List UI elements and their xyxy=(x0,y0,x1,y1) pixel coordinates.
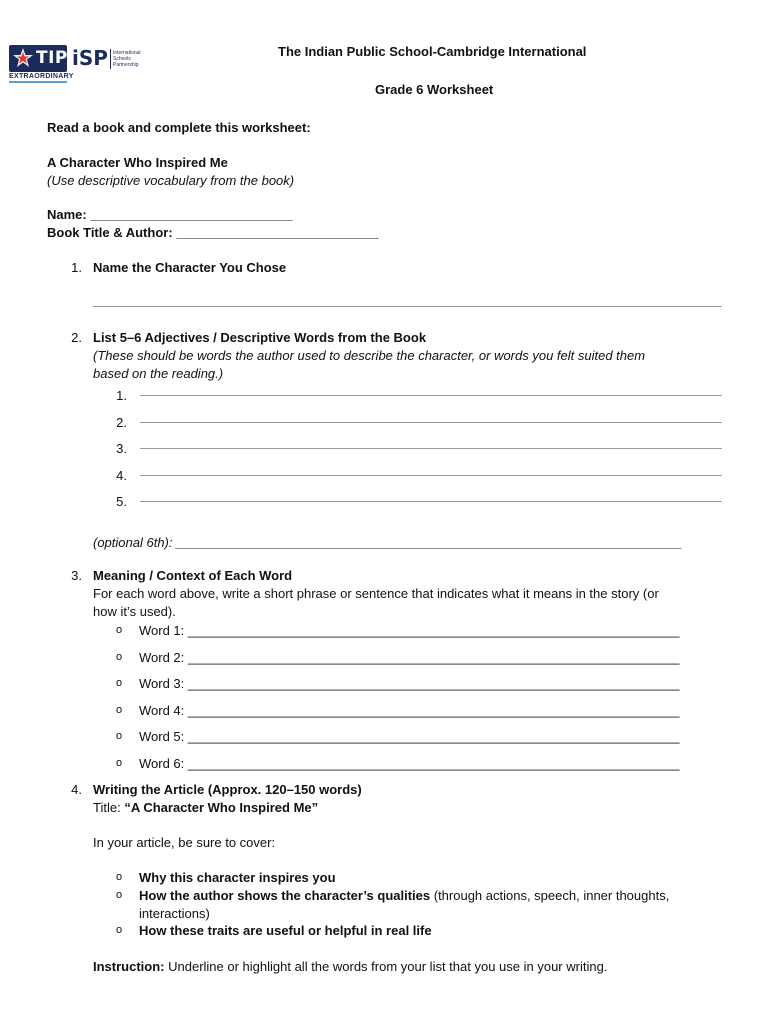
q2-answer-line[interactable] xyxy=(140,395,722,396)
q3-word-field[interactable]: Word 6: ____________________________________________________________________ xyxy=(139,756,680,771)
logo-divider xyxy=(110,49,111,69)
q2-item-number: 4. xyxy=(116,468,127,483)
book-title-field[interactable]: Book Title & Author: ____________________________ xyxy=(47,225,379,240)
q1-number: 1. xyxy=(71,260,82,275)
q3-word-field[interactable]: Word 2: ____________________________________________________________________ xyxy=(139,650,680,665)
bullet-icon: o xyxy=(116,924,123,936)
bullet-icon: o xyxy=(116,651,123,663)
q2-item-number: 1. xyxy=(116,388,127,403)
q4-point: How the author shows the character’s qualities (through actions, speech, inner thoughts, xyxy=(139,888,670,903)
tips-logo xyxy=(9,45,81,72)
isp-logo: iSP xyxy=(72,46,108,70)
isp-logo-text: International Schools Partnership xyxy=(113,50,141,68)
name-field[interactable]: Name: ____________________________ xyxy=(47,207,293,222)
topic-title: A Character Who Inspired Me xyxy=(47,155,228,170)
school-name: The Indian Public School-Cambridge International xyxy=(278,44,587,59)
q2-optional-field[interactable]: (optional 6th): ______________________________________________________________________ xyxy=(93,535,683,550)
bullet-icon: o xyxy=(116,624,123,636)
q3-word-field[interactable]: Word 3: ____________________________________________________________________ xyxy=(139,676,680,691)
star-icon xyxy=(12,47,34,69)
q2-answer-line[interactable] xyxy=(140,422,722,423)
q2-number: 2. xyxy=(71,330,82,345)
bullet-icon: o xyxy=(116,889,123,901)
q2-answer-line[interactable] xyxy=(140,475,722,476)
q3-desc-line2: how it’s used). xyxy=(93,604,176,619)
topic-note: (Use descriptive vocabulary from the book) xyxy=(47,173,295,188)
intro-text: Read a book and complete this worksheet: xyxy=(47,120,311,135)
q1-answer-line[interactable] xyxy=(93,306,722,307)
q2-item-number: 3. xyxy=(116,441,127,456)
bullet-icon: o xyxy=(116,757,123,769)
q3-word-field[interactable]: Word 4: ____________________________________________________________________ xyxy=(139,703,680,718)
q4-instruction: Instruction: Underline or highlight all the words from your list that you use in your writing. xyxy=(93,959,608,974)
q3-word-field[interactable]: Word 5: ____________________________________________________________________ xyxy=(139,729,680,744)
q4-point: How these traits are useful or helpful in real life xyxy=(139,923,432,938)
q2-item-number: 5. xyxy=(116,494,127,509)
q4-number: 4. xyxy=(71,782,82,797)
bullet-icon: o xyxy=(116,730,123,742)
q3-number: 3. xyxy=(71,568,82,583)
bullet-icon: o xyxy=(116,677,123,689)
q4-point-continuation: interactions) xyxy=(139,906,210,921)
q4-title: Writing the Article (Approx. 120–150 words) xyxy=(93,782,362,797)
q1-title: Name the Character You Chose xyxy=(93,260,287,275)
q3-word-field[interactable]: Word 1: ____________________________________________________________________ xyxy=(139,623,680,638)
q2-title: List 5–6 Adjectives / Descriptive Words from the Book xyxy=(93,330,427,345)
tips-logo-text: TIPS xyxy=(36,48,81,68)
worksheet-subtitle: Grade 6 Worksheet xyxy=(375,82,494,97)
logo-tagline: EXTRAORDINARY xyxy=(9,73,74,80)
q2-answer-line[interactable] xyxy=(140,501,722,502)
q3-title: Meaning / Context of Each Word xyxy=(93,568,293,583)
q2-note-line2: based on the reading.) xyxy=(93,366,224,381)
q2-note-line1: (These should be words the author used to describe the character, or words you felt suited them xyxy=(93,348,646,363)
bullet-icon: o xyxy=(116,871,123,883)
q3-desc-line1: For each word above, write a short phrase or sentence that indicates what it means in the story (or xyxy=(93,586,659,601)
q2-item-number: 2. xyxy=(116,415,127,430)
q4-cover-text: In your article, be sure to cover: xyxy=(93,835,276,850)
q4-point: Why this character inspires you xyxy=(139,870,336,885)
tagline-underline xyxy=(9,81,67,83)
bullet-icon: o xyxy=(116,704,123,716)
q4-article-title: Title: “A Character Who Inspired Me” xyxy=(93,800,319,815)
q2-answer-line[interactable] xyxy=(140,448,722,449)
